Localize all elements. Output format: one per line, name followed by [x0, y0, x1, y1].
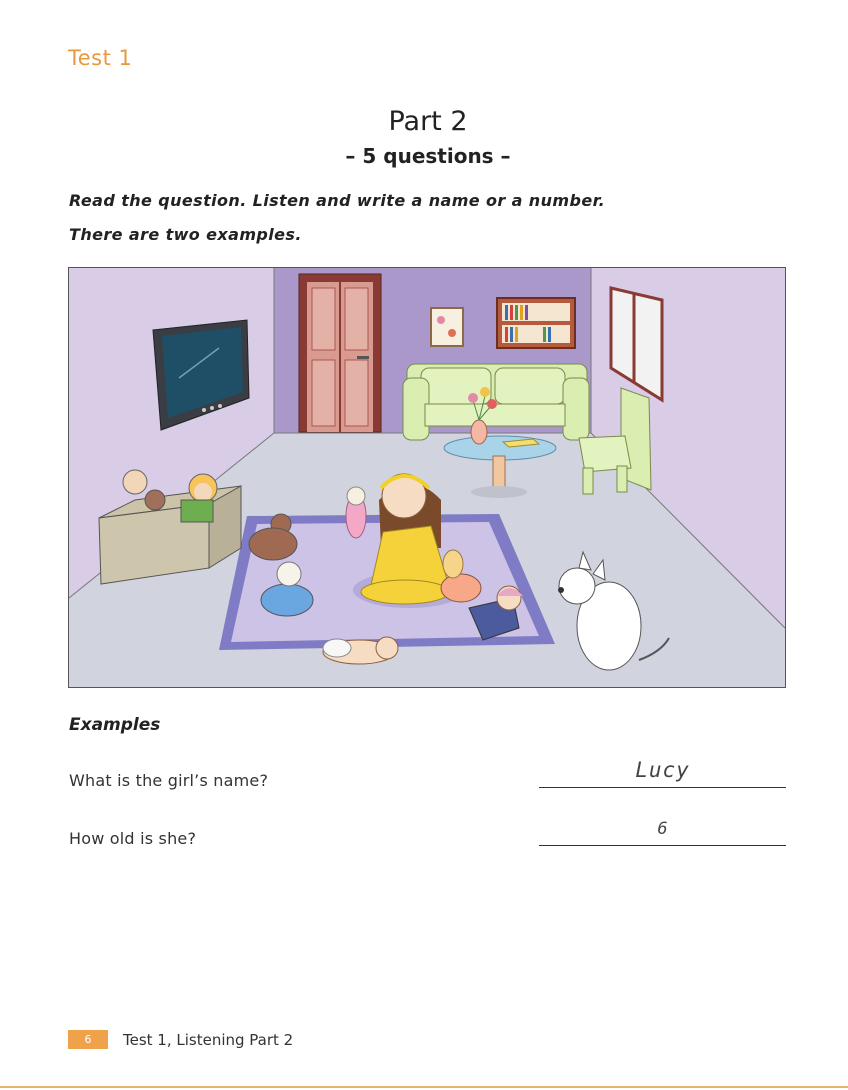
examples-heading: Examples: [69, 715, 161, 735]
example-question-1: What is the girl’s name?: [69, 771, 269, 790]
baby-doll: [323, 637, 398, 664]
flower-picture: [431, 308, 463, 346]
example-answer-1: Lucy: [635, 758, 690, 782]
bottom-rule: [0, 1086, 848, 1088]
page-number-badge: 6: [68, 1030, 108, 1049]
example-question-2: How old is she?: [69, 829, 197, 848]
bookshelf: [497, 298, 575, 348]
living-room-illustration: [68, 267, 786, 688]
example-answer-2: 6: [657, 819, 668, 839]
instruction-line-1: Read the question. Listen and write a name or a number.: [69, 191, 606, 210]
part-subtitle: – 5 questions –: [345, 144, 511, 168]
footer-label: Test 1, Listening Part 2: [123, 1031, 294, 1049]
answer-line-2[interactable]: [539, 845, 786, 846]
instruction-line-2: There are two examples.: [69, 225, 302, 244]
answer-line-1[interactable]: [539, 787, 786, 788]
test-label: Test 1: [68, 46, 133, 70]
door: [299, 274, 381, 432]
part-title: Part 2: [388, 106, 468, 137]
